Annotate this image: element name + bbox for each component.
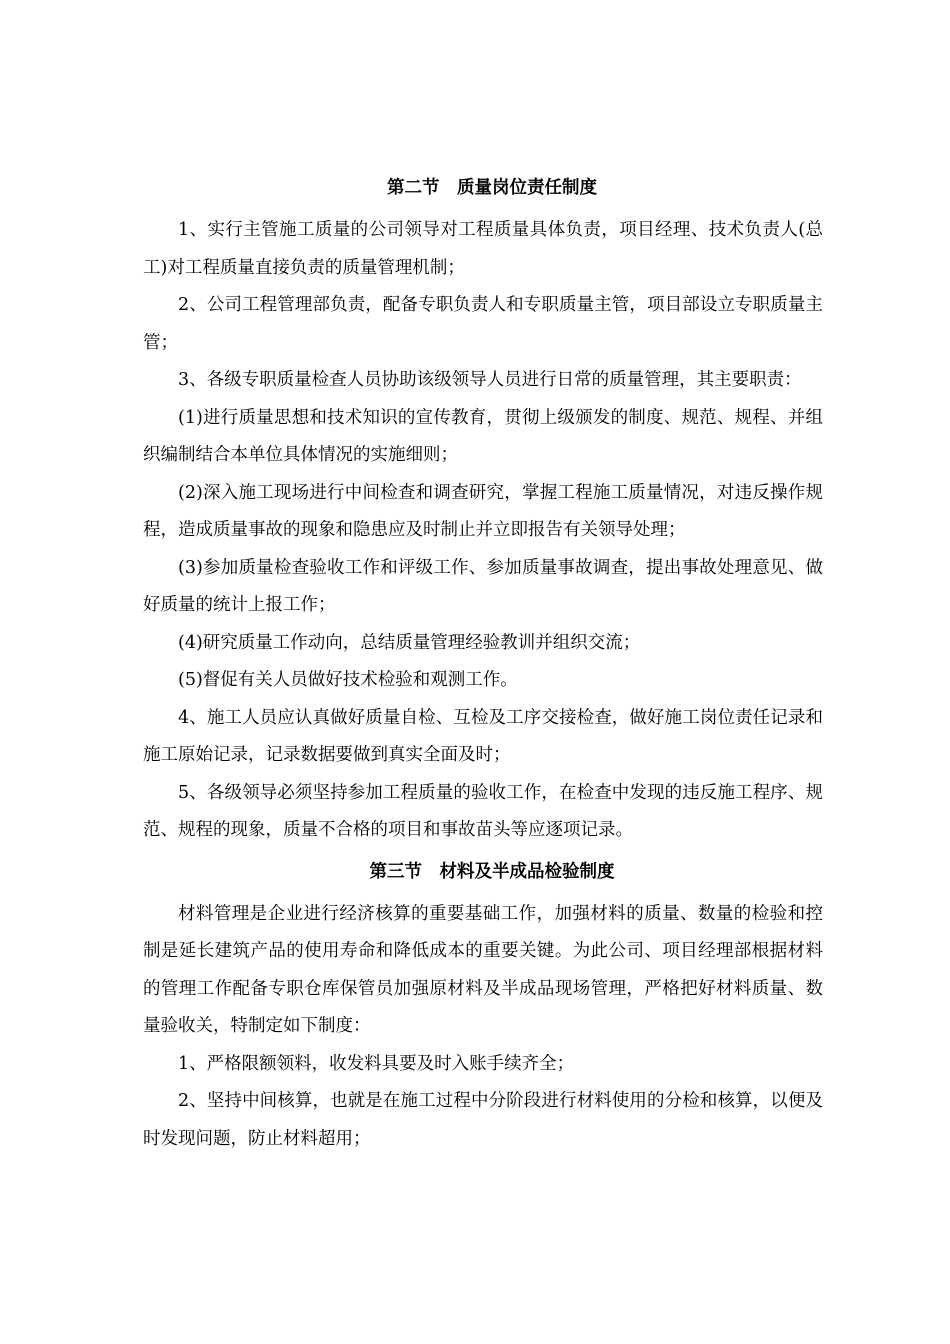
section-3-item-2: 2、坚持中间核算，也就是在施工过程中分阶段进行材料使用的分检和核算，以便及时发现问题，防止材料超用； [143, 1091, 823, 1149]
section-2-item-3: 3、各级专职质量检查人员协助该级领导人员进行日常的质量管理，其主要职责： [178, 370, 802, 390]
section-2-duty-2: (2)深入施工现场进行中间检查和调查研究，掌握工程施工质量情况，对违反操作规程，造成质量事故的现象和隐患应及时制止并立即报告有关领导处理； [143, 482, 823, 540]
section-2-duty-4: (4)研究质量工作动向，总结质量管理经验教训并组织交流； [178, 632, 641, 653]
section-2-item-2: 2、公司工程管理部负责，配备专职负责人和专职质量主管，项目部设立专职质量主管； [143, 295, 823, 353]
section-2-title: 第二节 质量岗位责任制度 [387, 178, 597, 198]
section-3-item-1: 1、严格限额领料，收发料具要及时入账手续齐全； [178, 1053, 575, 1074]
section-2-duty-1: (1)进行质量思想和技术知识的宣传教育，贯彻上级颁发的制度、规范、规程、并组织编制结合本单位具体情况的实施细则； [143, 407, 823, 465]
section-2-item-1: 1、实行主管施工质量的公司领导对工程质量具体负责，项目经理、技术负责人(总工)对工程质量直接负责的质量管理机制； [143, 220, 823, 278]
section-3-title: 第三节 材料及半成品检验制度 [369, 861, 615, 882]
section-2-item-5: 5、各级领导必须坚持参加工程质量的验收工作，在检查中发现的违反施工程序、规范、规程的现象，质量不合格的项目和事故苗头等应逐项记录。 [143, 782, 823, 840]
section-2-item-4: 4、施工人员应认真做好质量自检、互检及工序交接检查，做好施工岗位责任记录和施工原始记录，记录数据要做到真实全面及时； [143, 707, 823, 765]
document-body [143, 170, 823, 1158]
section-2-duty-3: (3)参加质量检查验收工作和评级工作、参加质量事故调查，提出事故处理意见、做好质量的统计上报工作； [143, 557, 823, 615]
section-2-duty-5: (5)督促有关人员做好技术检验和观测工作。 [178, 670, 518, 690]
section-3-intro: 材料管理是企业进行经济核算的重要基础工作，加强材料的质量、数量的检验和控制是延长建筑产品的使用寿命和降低成本的重要关键。为此公司、项目经理部根据材料的管理工作配备专职仓库保管员加强原材料及半成品现场管理，严格把好材料质量、数量验收关，特制定如下制度： [143, 903, 823, 1036]
